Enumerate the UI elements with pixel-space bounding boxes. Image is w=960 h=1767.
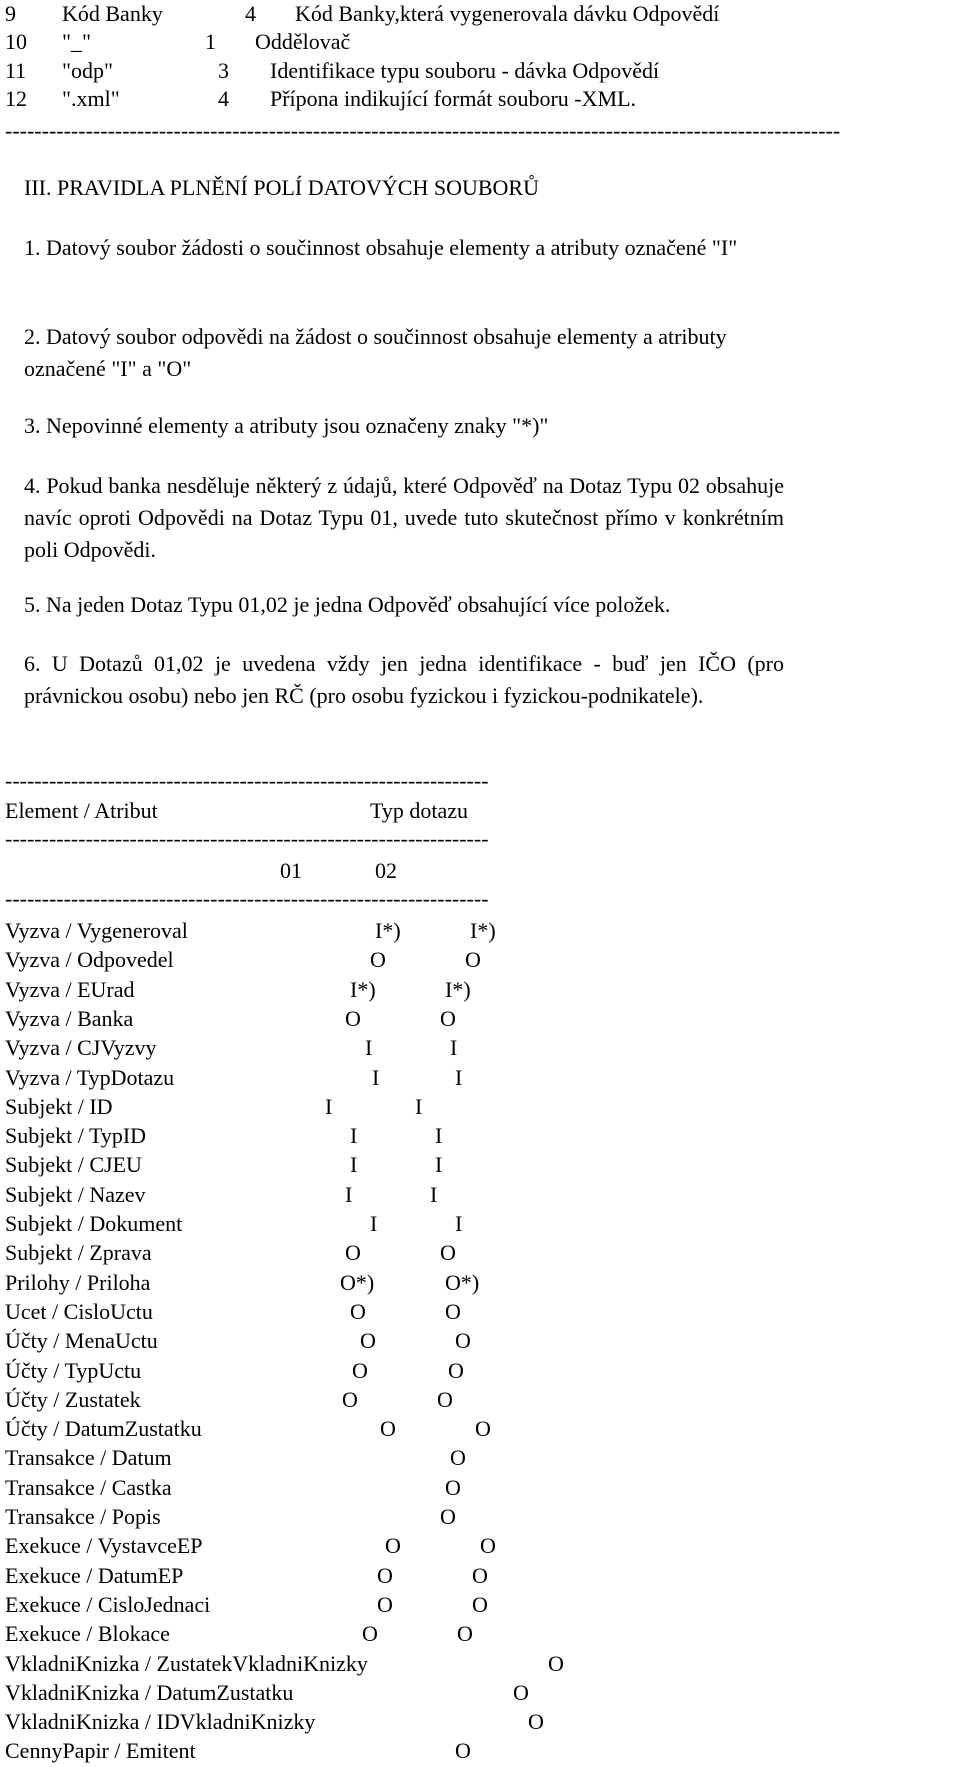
row-element-name: Prilohy / Priloha bbox=[5, 1269, 151, 1295]
field-length: 1 bbox=[205, 29, 216, 54]
field-number: 10 bbox=[5, 29, 27, 54]
column-02: 02 bbox=[375, 858, 397, 883]
row-value-01: O bbox=[345, 1240, 361, 1266]
row-element-name: CennyPapir / Emitent bbox=[5, 1738, 196, 1764]
row-element-name: Účty / MenaUctu bbox=[5, 1328, 158, 1354]
row-element-name: Subjekt / Dokument bbox=[5, 1211, 183, 1236]
row-element-name: Subjekt / Zprava bbox=[5, 1240, 152, 1266]
row-value-02: O bbox=[475, 1416, 491, 1442]
field-description: Kód Banky,která vygenerovala dávku Odpovědí bbox=[295, 1, 720, 26]
field-description: Přípona indikující formát souboru -XML. bbox=[270, 86, 637, 111]
row-value-01: O bbox=[370, 947, 386, 973]
field-description: Identifikace typu souboru - dávka Odpovědí bbox=[270, 58, 660, 83]
row-value-02: O bbox=[455, 1328, 471, 1354]
field-length: 4 bbox=[245, 1, 256, 26]
row-value-02: I bbox=[435, 1152, 443, 1178]
row-value-01: I bbox=[350, 1123, 358, 1149]
row-element-name: Účty / DatumZustatku bbox=[5, 1416, 202, 1442]
rule-2: 2. Datový soubor odpovědi na žádost o součinnost obsahuje elementy a atributy označené "I" a "O" bbox=[24, 324, 727, 381]
row-value-01: O bbox=[377, 1591, 393, 1617]
row-value-02: I bbox=[455, 1211, 463, 1236]
row-element-name: Ucet / CisloUctu bbox=[5, 1298, 153, 1324]
row-value-02: O bbox=[445, 1474, 461, 1500]
row-value-01: O bbox=[342, 1386, 358, 1412]
row-value-02: O*) bbox=[445, 1269, 480, 1295]
row-value-02: O bbox=[440, 1005, 456, 1031]
table-separator: ------------------------------------------------------------------ bbox=[5, 770, 489, 792]
row-element-name: Účty / TypUctu bbox=[5, 1357, 142, 1383]
row-element-name: VkladniKnizka / ZustatekVkladniKnizky bbox=[5, 1650, 368, 1676]
field-length: 3 bbox=[218, 58, 229, 83]
row-value-01: O bbox=[380, 1416, 396, 1442]
row-value-01: O bbox=[360, 1328, 376, 1354]
row-element-name: Subjekt / Nazev bbox=[5, 1181, 146, 1207]
row-element-name: Vyzva / CJVyzvy bbox=[5, 1035, 157, 1061]
row-element-name: Vyzva / TypDotazu bbox=[5, 1064, 175, 1090]
row-value-01: I*) bbox=[350, 976, 376, 1002]
rule-4: 4. Pokud banka nesděluje některý z údajů, které Odpověď na Dotaz Typu 02 obsahuje navíc oproti Odpovědi na Dotaz Typu 01, uvede tuto skutečnost přímo v konkrétním poli Odpovědi. bbox=[24, 473, 784, 562]
rule-3: 3. Nepovinné elementy a atributy jsou označeny znaky "*)" bbox=[24, 413, 549, 438]
separator-line: ------------------------------------------------------------------------------------------------------------------ bbox=[5, 120, 841, 142]
row-element-name: Vyzva / Banka bbox=[5, 1005, 134, 1031]
row-value-02: I*) bbox=[470, 918, 496, 943]
row-value-02: O bbox=[513, 1679, 529, 1705]
row-element-name: Vyzva / Vygeneroval bbox=[5, 918, 188, 943]
row-element-name: VkladniKnizka / DatumZustatku bbox=[5, 1679, 294, 1705]
row-value-02: I bbox=[455, 1064, 463, 1090]
field-code: Kód Banky bbox=[62, 1, 163, 26]
row-value-01: I bbox=[372, 1064, 380, 1090]
row-element-name: Exekuce / CisloJednaci bbox=[5, 1591, 211, 1617]
row-value-02: O bbox=[437, 1386, 453, 1412]
row-value-01: O bbox=[345, 1005, 361, 1031]
row-value-02: O bbox=[440, 1240, 456, 1266]
row-element-name: Transakce / Popis bbox=[5, 1504, 161, 1529]
row-value-02: O bbox=[445, 1298, 461, 1324]
row-value-02: O bbox=[440, 1504, 456, 1529]
row-value-01: O bbox=[362, 1621, 378, 1647]
row-element-name: Transakce / Castka bbox=[5, 1474, 172, 1500]
field-length: 4 bbox=[218, 86, 229, 111]
row-value-02: O bbox=[472, 1562, 488, 1588]
field-number: 9 bbox=[5, 1, 16, 26]
row-value-02: O bbox=[528, 1709, 544, 1735]
row-value-02: O bbox=[472, 1591, 488, 1617]
row-value-02: O bbox=[548, 1650, 564, 1676]
row-value-02: I bbox=[450, 1035, 458, 1061]
rule-6: 6. U Dotazů 01,02 je uvedena vždy jen jedna identifikace - buď jen IČO (pro právnickou osobu) nebo jen RČ (pro osobu fyzickou i fyzickou-podnikatele). bbox=[24, 651, 784, 708]
row-element-name: Exekuce / DatumEP bbox=[5, 1562, 184, 1588]
field-number: 12 bbox=[5, 86, 27, 111]
row-element-name: Transakce / Datum bbox=[5, 1445, 172, 1471]
table-separator: ------------------------------------------------------------------ bbox=[5, 888, 489, 910]
header-element-attribute: Element / Atribut bbox=[5, 798, 158, 823]
row-element-name: Exekuce / Blokace bbox=[5, 1621, 170, 1647]
field-code: ".xml" bbox=[62, 86, 120, 111]
header-query-type: Typ dotazu bbox=[370, 798, 469, 823]
row-value-01: I bbox=[345, 1181, 353, 1207]
row-value-01: O bbox=[377, 1562, 393, 1588]
row-element-name: Účty / Zustatek bbox=[5, 1386, 141, 1412]
row-value-02: O bbox=[450, 1445, 466, 1471]
row-element-name: Subjekt / ID bbox=[5, 1093, 113, 1119]
row-value-02: O bbox=[455, 1738, 471, 1764]
row-value-01: I bbox=[370, 1211, 378, 1236]
row-value-02: O bbox=[465, 947, 481, 973]
rule-5: 5. Na jeden Dotaz Typu 01,02 je jedna Odpověď obsahující více položek. bbox=[24, 592, 671, 617]
row-value-02: O bbox=[480, 1533, 496, 1559]
field-number: 11 bbox=[5, 58, 27, 83]
field-code: "_" bbox=[62, 29, 91, 54]
table-separator: ------------------------------------------------------------------ bbox=[5, 828, 489, 850]
row-element-name: Exekuce / VystavceEP bbox=[5, 1533, 203, 1559]
rule-1: 1. Datový soubor žádosti o součinnost obsahuje elementy a atributy označené "I" bbox=[24, 235, 738, 260]
column-01: 01 bbox=[280, 858, 302, 883]
row-value-01: O bbox=[385, 1533, 401, 1559]
row-value-02: I bbox=[415, 1093, 423, 1119]
row-value-01: I bbox=[325, 1093, 333, 1119]
field-description: Oddělovač bbox=[255, 29, 351, 54]
row-value-02: I*) bbox=[445, 976, 471, 1002]
row-value-01: O bbox=[350, 1298, 366, 1324]
field-code: "odp" bbox=[62, 58, 113, 83]
row-value-01: O*) bbox=[340, 1269, 375, 1295]
row-value-01: I bbox=[365, 1035, 373, 1061]
row-element-name: Vyzva / EUrad bbox=[5, 976, 135, 1002]
row-value-02: I bbox=[435, 1123, 443, 1149]
row-element-name: Vyzva / Odpovedel bbox=[5, 947, 174, 973]
row-element-name: Subjekt / CJEU bbox=[5, 1152, 142, 1178]
row-value-01: I bbox=[350, 1152, 358, 1178]
row-value-02: I bbox=[430, 1181, 438, 1207]
row-value-02: O bbox=[457, 1621, 473, 1647]
row-element-name: VkladniKnizka / IDVkladniKnizky bbox=[5, 1709, 316, 1735]
section-title: III. PRAVIDLA PLNĚNÍ POLÍ DATOVÝCH SOUBORŮ bbox=[24, 175, 539, 200]
row-value-01: I*) bbox=[375, 918, 401, 943]
row-element-name: Subjekt / TypID bbox=[5, 1123, 147, 1149]
row-value-01: O bbox=[352, 1357, 368, 1383]
row-value-02: O bbox=[448, 1357, 464, 1383]
